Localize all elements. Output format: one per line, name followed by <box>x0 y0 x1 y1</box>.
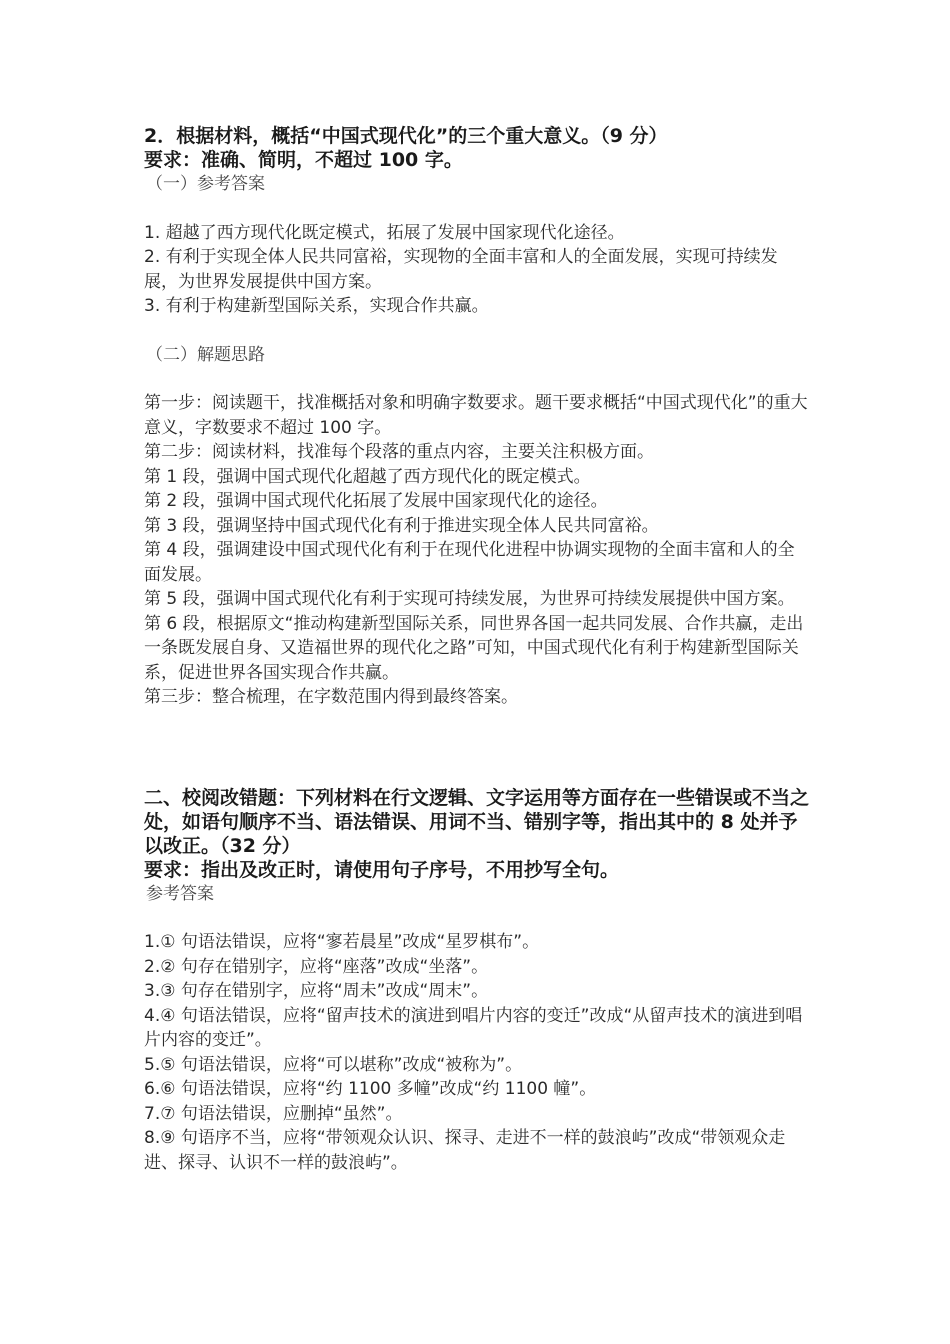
section2-answer-list <box>144 930 810 1175</box>
q2-analysis-step: 第 1 段，强调中国式现代化超越了西方现代化的既定模式。 <box>144 466 591 487</box>
section2-title: 二、校阅改错题：下列材料在行文逻辑、文字运用等方面存在一些错误或不当之处，如语句顺序不当、语法错误、用词不当、错别字等，指出其中的 8 处并予以改正。（32 分） <box>144 786 810 857</box>
document-page <box>144 124 810 1175</box>
section2-answer-item: 1.① 句语法错误，应将“寥若晨星”改成“星罗棋布”。 <box>144 932 540 952</box>
q2-requirement: 要求：准确、简明，不超过 100 字。 <box>144 149 463 171</box>
section2-answer-item: 3.③ 句存在错别字，应将“周未”改成“周末”。 <box>144 981 489 1001</box>
q2-analysis-step: 第 5 段，强调中国式现代化有利于实现可持续发展，为世界可持续发展提供中国方案。 <box>144 589 795 609</box>
q2-analysis-list <box>144 391 810 710</box>
section2-requirement: 要求：指出及改正时，请使用句子序号，不用抄写全句。 <box>144 858 620 881</box>
q2-answer-list <box>144 221 810 319</box>
q2-answer-item: 2. 有利于实现全体人民共同富裕，实现物的全面丰富和人的全面发展，实现可持续发展，为世界发展提供中国方案。 <box>144 247 778 292</box>
section2-answer-item: 5.⑤ 句语法错误，应将“可以堪称”改成“被称为”。 <box>144 1054 523 1075</box>
q2-answer-item: 1. 超越了西方现代化既定模式，拓展了发展中国家现代化途径。 <box>144 222 625 243</box>
q2-analysis-step: 第 3 段，强调坚持中国式现代化有利于推进实现全体人民共同富裕。 <box>144 515 659 536</box>
q2-analysis-step: 第 4 段，强调建设中国式现代化有利于在现代化进程中协调实现物的全面丰富和人的全面发展。 <box>144 540 795 585</box>
q2-analysis-heading: （二）解题思路 <box>146 344 265 365</box>
q2-answer-heading: （一）参考答案 <box>146 174 265 194</box>
q2-analysis-step: 第 2 段，强调中国式现代化拓展了发展中国家现代化的途径。 <box>144 491 608 511</box>
q2-analysis-step: 第一步：阅读题干，找准概括对象和明确字数要求。题干要求概括“中国式现代化”的重大意义，字数要求不超过 100 字。 <box>144 393 808 438</box>
q2-answer-item: 3. 有利于构建新型国际关系，实现合作共赢。 <box>144 296 489 316</box>
q2-analysis-step: 第 6 段，根据原文“推动构建新型国际关系，同世界各国一起共同发展、合作共赢，走出一条既发展自身、又造福世界的现代化之路”可知，中国式现代化有利于构建新型国际关系，促进世界各国实现合作共赢。 <box>144 613 804 683</box>
q2-title: 2．根据材料，概括“中国式现代化”的三个重大意义。（9 分） <box>144 125 668 147</box>
section2-answer-item: 2.② 句存在错别字，应将“座落”改成“坐落”。 <box>144 956 489 977</box>
section2-answer-item: 7.⑦ 句语法错误，应删掉“虽然”。 <box>144 1103 403 1124</box>
section2-answer-item: 4.④ 句语法错误，应将“留声技术的演进到唱片内容的变迁”改成“从留声技术的演进到唱片内容的变迁”。 <box>144 1005 803 1050</box>
q2-analysis-step: 第二步：阅读材料，找准每个段落的重点内容，主要关注积极方面。 <box>144 442 654 462</box>
section2-answer-item: 8.⑨ 句语序不当，应将“带领观众认识、探寻、走进不一样的鼓浪屿”改成“带领观众走进、探寻、认识不一样的鼓浪屿”。 <box>144 1128 786 1173</box>
section2-answer-heading: 参考答案 <box>146 883 214 904</box>
section2-answer-item: 6.⑥ 句语法错误，应将“约 1100 多幢”改成“约 1100 幢”。 <box>144 1079 597 1099</box>
q2-analysis-step: 第三步：整合梳理，在字数范围内得到最终答案。 <box>144 687 518 707</box>
